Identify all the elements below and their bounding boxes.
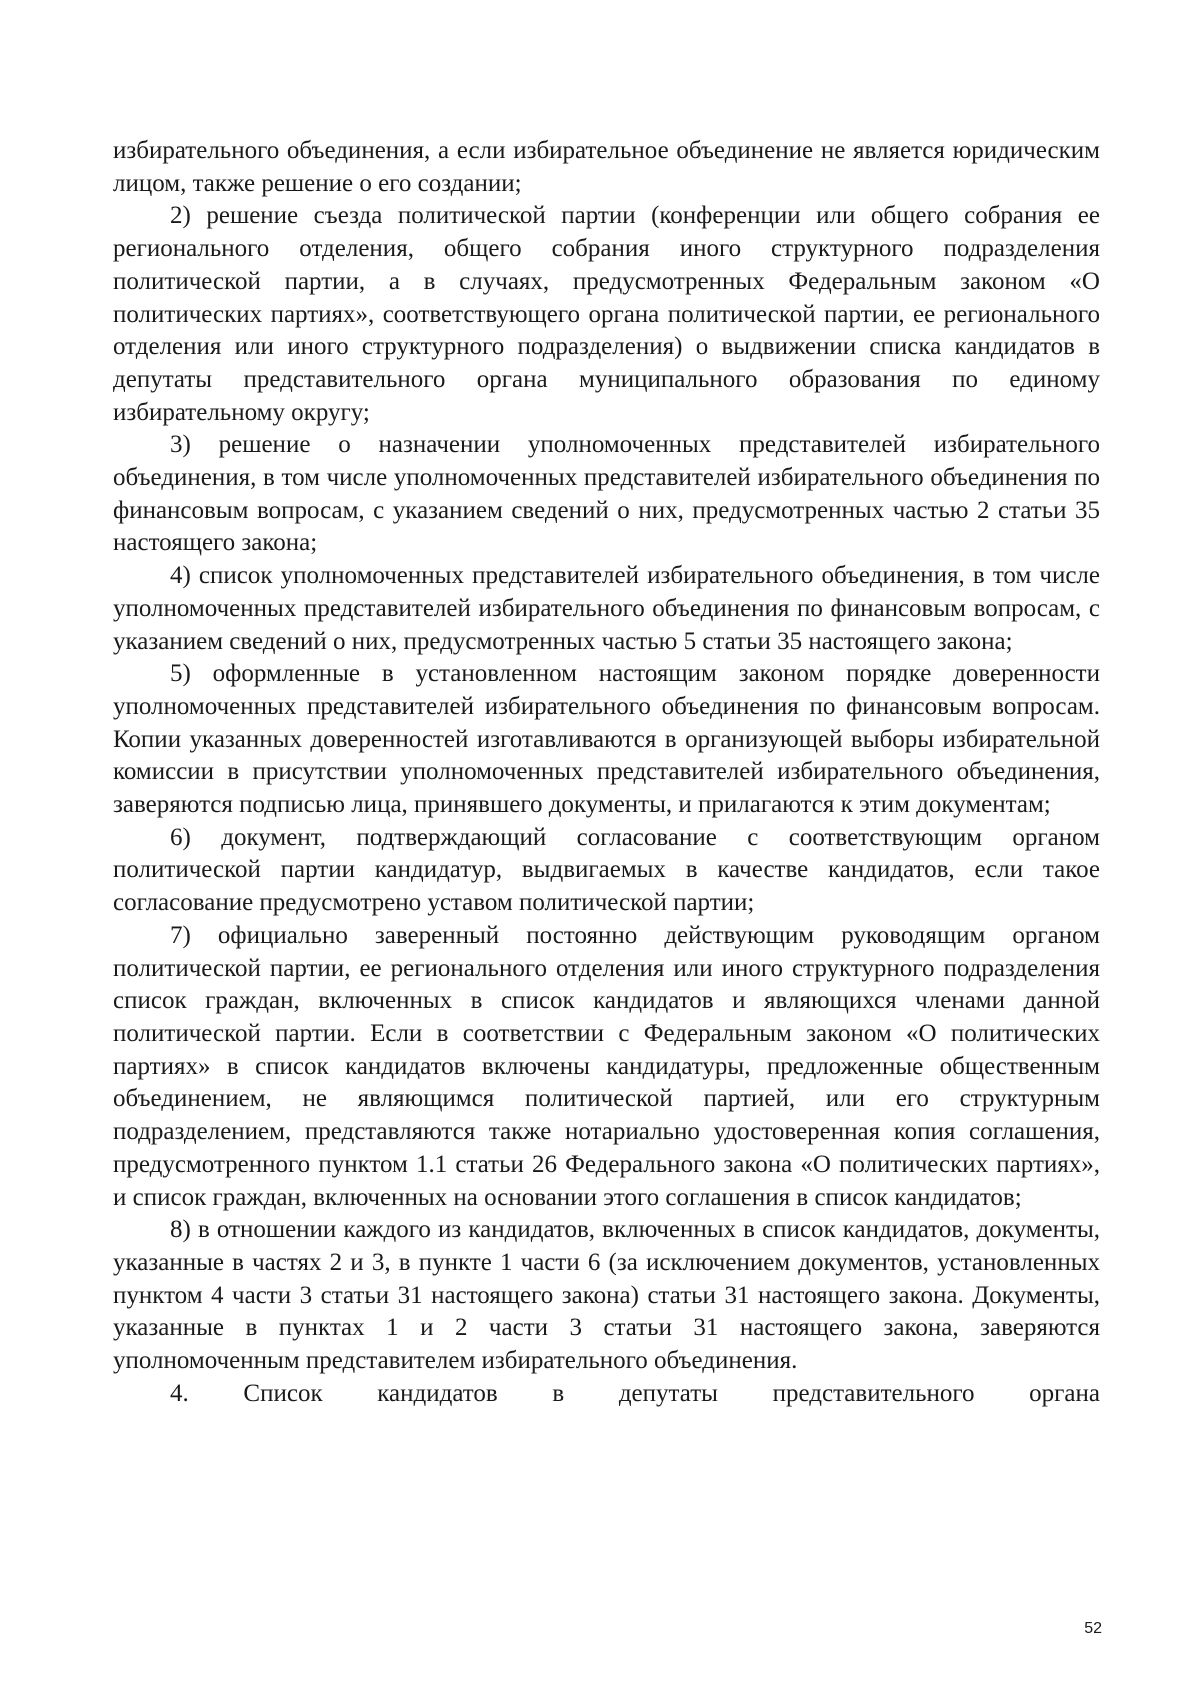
paragraph-item-4: 4) список уполномоченных представителей избирательного объединения, в том числе уполномоченных представителей избирательного объединения по финансовым вопросам, с указанием сведений о них, предусмотренных частью 5 статьи 35 настоящего закона; xyxy=(113,562,1100,655)
paragraph-item-8: 8) в отношении каждого из кандидатов, включенных в список кандидатов, документы, указанные в частях 2 и 3, в пункте 1 части 6 (за исключением документов, установленных пунктом 4 части 3 статьи 31 настоящего закона) статьи 31 настоящего закона. Документы, указанные в пунктах 1 и 2 части 3 статьи 31 настоящего закона, заверяются уполномоченным представителем избирательного объединения. xyxy=(113,1216,1100,1375)
paragraph-item-3: 3) решение о назначении уполномоченных представителей избирательного объединения, в том числе уполномоченных представителей избирательного объединения по финансовым вопросам, с указанием сведений о них, предусмотренных частью 2 статьи 35 настоящего закона; xyxy=(113,431,1100,557)
paragraph-continuation: избирательного объединения, а если избирательное объединение не является юридическим лицом, также решение о его создании; xyxy=(113,137,1100,197)
paragraph-section-4-start: 4. Список кандидатов в депутаты представительного органа xyxy=(170,1379,1100,1407)
paragraph-item-6: 6) документ, подтверждающий согласование с соответствующим органом политической партии кандидатур, выдвигаемых в качестве кандидатов, если такое согласование предусмотрено уставом политической партии; xyxy=(113,823,1100,917)
paragraph-item-7: 7) официально заверенный постоянно действующим руководящим органом политической партии, ее регионального отделения или иного структурного подразделения список граждан, включенных в список кандидатов и являющихся членами данной политической партии. Если в соответствии с Федеральным законом «О политических партиях» в список кандидатов включены кандидатуры, предложенные общественным объединением, не являющимся политической партией, или его структурным подразделением, представляются также нотариально удостоверенная копия соглашения, предусмотренного пунктом 1.1 статьи 26 Федерального закона «О политических партиях», и список граждан, включенных на основании этого соглашения в список кандидатов; xyxy=(113,921,1100,1211)
document-body xyxy=(113,135,1100,1410)
paragraph-item-5: 5) оформленные в установленном настоящим законом порядке доверенности уполномоченных представителей избирательного объединения по финансовым вопросам. Копии указанных доверенностей изготавливаются в организующей выборы избирательной комиссии в присутствии уполномоченных представителей избирательного объединения, заверяются подписью лица, принявшего документы, и прилагаются к этим документам; xyxy=(113,660,1100,819)
paragraph-item-2: 2) решение съезда политической партии (конференции или общего собрания ее регионального отделения, общего собрания иного структурного подразделения политической партии, а в случаях, предусмотренных Федеральным законом «О политических партиях», соответствующего органа политической партии, ее регионального отделения или иного структурного подразделения) о выдвижении списка кандидатов в депутаты представительного органа муниципального образования по единому избирательному округу; xyxy=(113,202,1100,426)
page-number: 52 xyxy=(1084,1620,1102,1637)
